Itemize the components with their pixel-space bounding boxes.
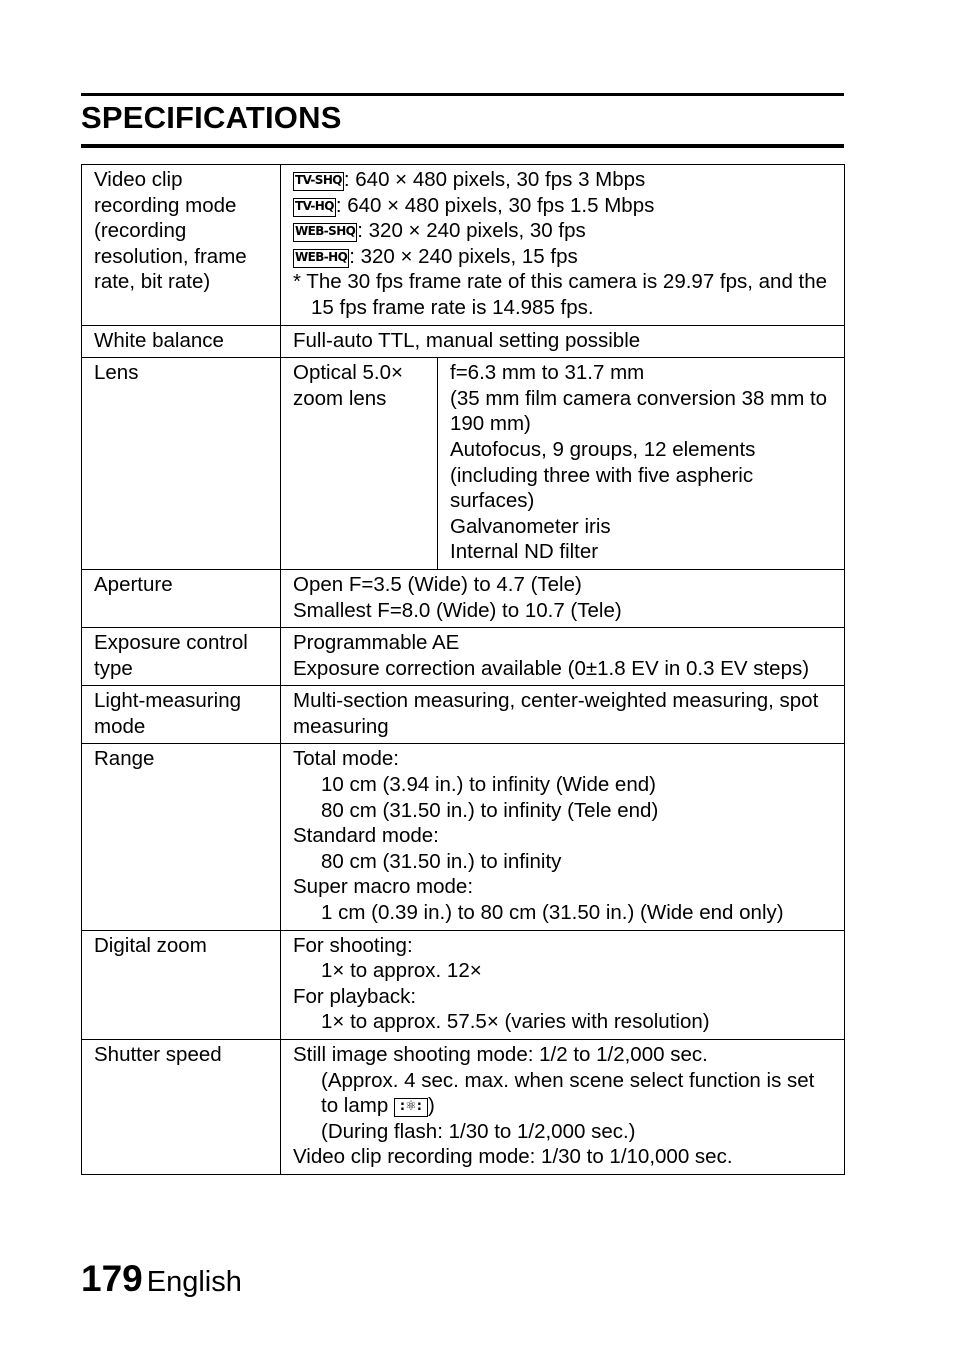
- tv-hq-icon: TV-HQ: [293, 198, 336, 217]
- lens-details: [438, 358, 845, 570]
- aperture-open: Open F=3.5 (Wide) to 4.7 (Tele): [293, 572, 582, 596]
- web-hq-icon: WEB-HQ: [293, 249, 349, 268]
- range-total-wide: 10 cm (3.94 in.) to infinity (Wide end): [321, 773, 656, 797]
- row-value-digital-zoom: [281, 930, 845, 1039]
- range-macro-value: 1 cm (0.39 in.) to 80 cm (31.50 in.) (Wide end only): [321, 901, 784, 925]
- row-label-white-balance: White balance: [82, 325, 281, 358]
- row-value-shutter: [281, 1040, 845, 1175]
- lens-detail-line: Galvanometer iris: [450, 514, 611, 538]
- table-row-metering: [82, 686, 845, 744]
- header-rule-bottom: [81, 144, 844, 148]
- lens-detail-line: (35 mm film camera conversion 38 mm to 190 mm): [450, 386, 828, 436]
- lens-detail-line: Internal ND filter: [450, 540, 599, 564]
- range-macro-heading: Super macro mode:: [293, 875, 474, 899]
- zoom-playback-value: 1× to approx. 57.5× (varies with resolution): [321, 1010, 710, 1034]
- video-mode-line: WEB-HQ: 320 × 240 pixels, 15 fps: [295, 244, 578, 268]
- lens-detail-line: Autofocus, 9 groups, 12 elements (including three with five aspheric surfaces): [450, 437, 756, 513]
- row-value-video-clip: [281, 165, 845, 326]
- row-label-video-clip: Video clip recording mode (recording resolution, frame rate, bit rate): [82, 165, 281, 326]
- table-row-aperture: [82, 569, 845, 627]
- row-label-exposure: Exposure control type: [82, 628, 281, 686]
- tv-shq-icon: TV-SHQ: [293, 172, 344, 191]
- shutter-still: Still image shooting mode: 1/2 to 1/2,000 sec.: [293, 1043, 708, 1066]
- video-mode-line: WEB-SHQ: 320 × 240 pixels, 30 fps: [295, 219, 586, 243]
- row-value-exposure: [281, 628, 845, 686]
- page-language: English: [146, 1266, 242, 1298]
- table-row-video-clip: [82, 165, 845, 326]
- video-mode-line: TV-HQ: 640 × 480 pixels, 30 fps 1.5 Mbps: [295, 193, 655, 217]
- shutter-flash: (During flash: 1/30 to 1/2,000 sec.): [321, 1119, 636, 1143]
- video-mode-line: TV-SHQ: 640 × 480 pixels, 30 fps 3 Mbps: [295, 168, 646, 191]
- exposure-correction: Exposure correction available (0±1.8 EV in 0.3 EV steps): [293, 656, 810, 680]
- row-label-shutter: Shutter speed: [82, 1040, 281, 1175]
- specifications-table: [81, 164, 845, 1175]
- row-label-aperture: Aperture: [82, 569, 281, 627]
- page-title: SPECIFICATIONS: [81, 100, 342, 135]
- table-row-lens: [82, 358, 845, 570]
- web-shq-icon: WEB-SHQ: [293, 223, 357, 242]
- row-label-digital-zoom: Digital zoom: [82, 930, 281, 1039]
- zoom-playback-heading: For playback:: [293, 984, 417, 1008]
- range-total-tele: 80 cm (31.50 in.) to infinity (Tele end): [321, 798, 659, 822]
- shutter-video: Video clip recording mode: 1/30 to 1/10,000 sec.: [293, 1145, 733, 1169]
- zoom-shooting-heading: For shooting:: [293, 933, 413, 957]
- row-label-metering: Light-measuring mode: [82, 686, 281, 744]
- table-row-white-balance: [82, 325, 845, 358]
- aperture-smallest: Smallest F=8.0 (Wide) to 10.7 (Tele): [293, 598, 622, 622]
- range-standard-heading: Standard mode:: [293, 824, 439, 848]
- row-label-range: Range: [82, 744, 281, 930]
- page-number: 179: [81, 1258, 143, 1299]
- lens-detail-line: f=6.3 mm to 31.7 mm: [450, 361, 645, 385]
- header-rule-top: [81, 93, 844, 96]
- row-value-metering: Multi-section measuring, center-weighted measuring, spot measuring: [281, 686, 845, 744]
- table-row-shutter: [82, 1040, 845, 1175]
- page-footer: [81, 1258, 242, 1300]
- range-standard-value: 80 cm (31.50 in.) to infinity: [321, 849, 562, 873]
- table-row-digital-zoom: [82, 930, 845, 1039]
- table-row-range: [82, 744, 845, 930]
- zoom-shooting-value: 1× to approx. 12×: [321, 959, 482, 983]
- lamp-icon: :⚛:: [394, 1098, 428, 1117]
- table-row-exposure: [82, 628, 845, 686]
- row-value-aperture: [281, 569, 845, 627]
- range-total-heading: Total mode:: [293, 747, 399, 771]
- shutter-lamp-note: (Approx. 4 sec. max. when scene select function is set to lamp :⚛: ): [321, 1068, 815, 1118]
- row-value-white-balance: Full-auto TTL, manual setting possible: [281, 325, 845, 358]
- row-value-range: [281, 744, 845, 930]
- lens-type: Optical 5.0× zoom lens: [281, 358, 438, 570]
- exposure-program: Programmable AE: [293, 631, 460, 655]
- frame-rate-note: * The 30 fps frame rate of this camera is 29.97 fps, and the 15 fps frame rate is 14.985 fps.: [293, 270, 828, 319]
- row-label-lens: Lens: [82, 358, 281, 570]
